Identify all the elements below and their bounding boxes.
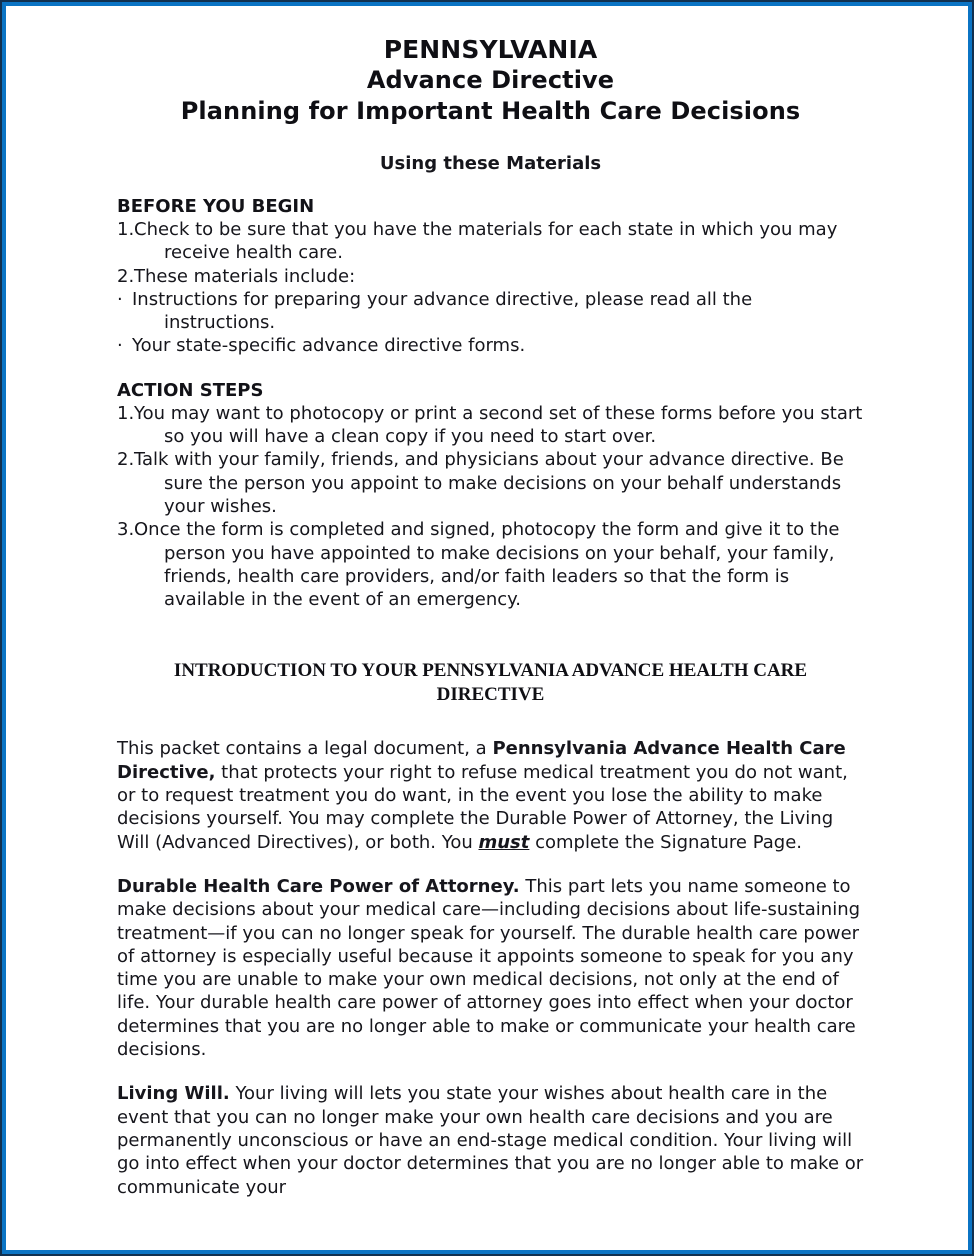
heading-before-you-begin: BEFORE YOU BEGIN: [117, 196, 315, 217]
section-introduction: [117, 659, 864, 1198]
title-line-advance-directive: Advance Directive: [366, 66, 615, 94]
paragraph-text: complete the Signature Page.: [529, 831, 803, 853]
paragraph-text: Your living will lets you state your wishes about health care in the event that you can no longer make your own health care decisions and you are permanently unconscious or have an end-stage medical condition. Your living will go into effect when your doctor determines that you are no longer able to make or communicate your: [117, 1083, 864, 1198]
document-title: [117, 34, 864, 127]
list-item-text: Your state-specific advance directive forms.: [132, 335, 526, 357]
spacer-before-introduction: [117, 611, 864, 659]
paragraph-bold-directive-name: Pennsylvania Advance Health Care Directive,: [117, 738, 846, 783]
heading-action-steps: ACTION STEPS: [117, 379, 264, 401]
list-marker: 1.: [117, 219, 135, 240]
list-item-text: These materials include:: [134, 265, 356, 287]
list-item: [117, 288, 864, 335]
document-page: [6, 6, 968, 1250]
paragraph-emphasis-must: must: [478, 831, 530, 853]
list-item: [117, 448, 864, 518]
bullet-dot-icon: ·: [117, 288, 123, 310]
spacer-before-begin: [117, 175, 864, 196]
list-item: [117, 518, 864, 611]
list-marker: 2.: [117, 265, 135, 287]
list-item-text: Once the form is completed and signed, photocopy the form and give it to the person you have appointed to make decisions on your behalf, your family, friends, health care providers, and/or faith leaders so that the form is available in the event of an emergency.: [134, 519, 840, 611]
list-item: [117, 265, 864, 288]
list-item-text: Instructions for preparing your advance directive, please read all the instructions.: [132, 288, 753, 334]
heading-introduction: INTRODUCTION TO YOUR PENNSYLVANIA ADVANCE HEALTH CARE DIRECTIVE: [173, 660, 808, 706]
list-marker: 3.: [117, 519, 135, 541]
list-marker: 1.: [117, 402, 135, 424]
spacer-after-introduction-heading: [117, 707, 864, 737]
list-item-text: Check to be sure that you have the materials for each state in which you may receive health care.: [134, 219, 838, 264]
paragraph-lead-in-living-will: Living Will.: [117, 1083, 230, 1105]
paragraph-living-will: [117, 1082, 864, 1198]
title-line-planning: Planning for Important Health Care Decisions: [180, 97, 801, 125]
bullet-dot-icon: ·: [117, 335, 123, 357]
paragraph-lead-in-durable: Durable Health Care Power of Attorney.: [117, 875, 520, 897]
paragraph-text: This part lets you name someone to make decisions about your medical care—including decisions about life-sustaining treatment—if you can no longer speak for yourself. The durable health care power of attorney is especially useful because it appoints someone to speak for you any time you are unable to make your own medical decisions, not only at the end of life. Your durable health care power of attorney goes into effect when your doctor determines that you are no longer able to make or communicate your health care decisions.: [117, 875, 861, 1061]
document-frame-inner: [2, 2, 972, 1254]
section-action-steps: [117, 380, 864, 612]
title-line-state: PENNSYLVANIA: [383, 35, 598, 64]
document-subtitle: Using these Materials: [379, 153, 602, 174]
list-item: [117, 334, 864, 357]
section-before-you-begin: [117, 196, 864, 358]
list-item-text: Talk with your family, friends, and physicians about your advance directive. Be sure the person you appoint to make decisions on your behalf understands your wishes.: [134, 449, 844, 517]
list-item: [117, 402, 864, 449]
paragraph-packet-contains: [117, 737, 864, 853]
paragraph-text: that protects your right to refuse medical treatment you do not want, or to request treatment you do want, in the event you lose the ability to make decisions yourself. You may complete the Durable Power of Attorney, the Living Will (Advanced Directives), or both. You: [117, 761, 848, 853]
paragraph-text: This packet contains a legal document, a: [117, 738, 493, 760]
list-item-text: You may want to photocopy or print a second set of these forms before you start so you will have a clean copy if you need to start over.: [134, 402, 863, 448]
spacer-before-action-steps: [117, 358, 864, 380]
paragraph-durable-power-of-attorney: [117, 875, 864, 1061]
list-marker: 2.: [117, 449, 135, 471]
list-item: [117, 218, 864, 265]
